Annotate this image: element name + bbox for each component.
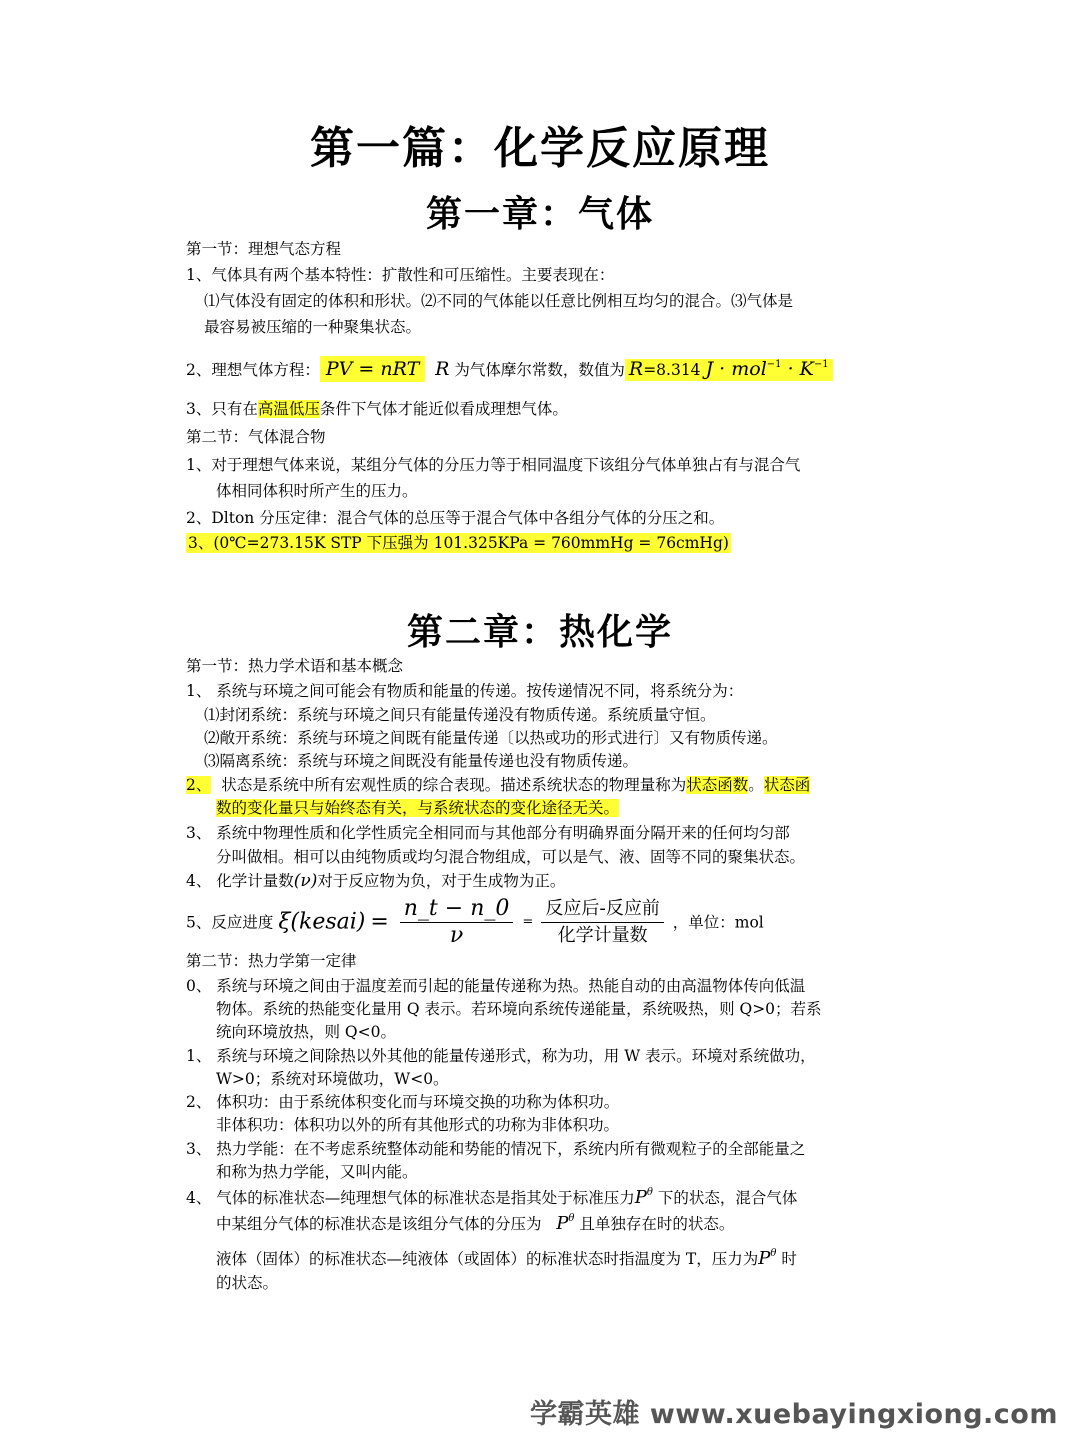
chapter2-item1c: ⑶隔离系统：系统与环境之间既没有能量传递也没有物质传递。 [204, 752, 639, 770]
unit-exp2: −1 [813, 359, 829, 370]
item3-highlight: 高温低压 [257, 400, 320, 418]
unit-mol: ，单位：mol [672, 913, 764, 932]
word-numerator: 反应后-反应前 [541, 896, 664, 923]
reaction-extent-symbol: ξ(kesai) [278, 909, 366, 935]
unit-k: · K [781, 358, 814, 380]
word-denominator: 化学计量数 [557, 925, 648, 946]
chapter2-item4 [186, 870, 565, 892]
equals-sign-2: = [522, 914, 538, 930]
item2-mid: 为气体摩尔常数，数值为 [449, 361, 625, 379]
fraction-denominator: ν [449, 923, 464, 948]
j4b-post: 且单独存在时的状态。 [579, 1215, 735, 1233]
j5-pre: 液体（固体）的标准状态—纯液体（或固体）的标准状态时指温度为 T，压力为 [216, 1250, 759, 1268]
stp-note-highlight: 3、(0℃=273.15K STP 下压强为 101.325KPa = 760mmHg = 76cmHg) [188, 534, 729, 552]
item2-text1: 状态是系统中所有宏观性质的综合表现。描述系统状态的物理量称为 [221, 776, 687, 794]
part-title: 第一篇：化学反应原理 [310, 123, 770, 174]
gas-constant-value [625, 359, 833, 381]
chapter2-item3b: 分叫做相。相可以由纯物质或均匀混合物组成，可以是气、液、固等不同的聚集状态。 [216, 848, 806, 866]
reaction-extent-fraction [400, 896, 514, 949]
item2-text2: 。 [748, 776, 764, 794]
chapter2-item2 [186, 774, 810, 796]
chapter2-j4 [186, 1187, 797, 1209]
chapter2-j5b: 的状态。 [216, 1274, 279, 1292]
chapter2-section2-heading: 第二节：热力学第一定律 [186, 952, 357, 970]
state-function-highlight: 状态函数 [686, 776, 749, 794]
standard-pressure-symbol-3: P [758, 1248, 771, 1269]
chapter2-j1: 1、 系统与环境之间除热以外其他的能量传递形式，称为功，用 W 表示。环境对系统做功， [186, 1047, 816, 1065]
chapter1-item1: 1、气体具有两个基本特性：扩散性和可压缩性。主要表现在： [186, 266, 615, 284]
chapter2-j2: 2、 体积功：由于系统体积变化而与环境交换的功称为体积功。 [186, 1093, 620, 1111]
chapter1-s2-item1b: 体相同体积时所产生的压力。 [216, 482, 418, 500]
r-number: =8.314 [643, 361, 701, 379]
chapter2-j2b: 非体积功：体积功以外的所有其他形式的功称为非体积功。 [216, 1116, 620, 1134]
reaction-extent-word-fraction [541, 896, 664, 949]
state-function-highlight2: 状态函 [763, 776, 811, 794]
chapter2-j5 [216, 1248, 797, 1270]
chapter2-item5 [186, 896, 764, 949]
chapter1-section1-heading: 第一节：理想气态方程 [186, 240, 342, 258]
equals-sign: = [370, 909, 396, 935]
chapter1-s2-item2: 2、Dlton 分压定律：混合气体的总压等于混合气体中各组分气体的分压之和。 [186, 509, 725, 527]
state-function-highlight3: 数的变化量只与始终态有关，与系统状态的变化途径无关。 [216, 799, 620, 817]
j4-pre: 4、 气体的标准状态—纯理想气体的标准状态是指其处于标准压力 [186, 1189, 635, 1207]
chapter2-j0: 0、 系统与环境之间由于温度差而引起的能量传递称为热。热能自动的由高温物体传向低温 [186, 977, 806, 995]
ideal-gas-equation: PV = nRT [320, 356, 425, 382]
j4-post: 下的状态，混合气体 [652, 1189, 798, 1207]
chapter2-item3: 3、 系统中物理性质和化学性质完全相同而与其他部分有明确界面分隔开来的任何均匀部 [186, 824, 790, 842]
standard-pressure-symbol: P [634, 1187, 647, 1208]
chapter2-j3b: 和称为热力学能，又叫内能。 [216, 1163, 418, 1181]
item5-pre: 5、反应进度 [186, 913, 274, 932]
chapter2-j1b: W>0；系统对环境做功，W<0。 [216, 1070, 449, 1088]
item3-prefix: 3、只有在 [186, 400, 258, 418]
chapter2-section1-heading: 第一节：热力学术语和基本概念 [186, 657, 404, 675]
unit-exp1: −1 [766, 359, 782, 370]
chapter2-j4b [216, 1213, 734, 1235]
j4b-pre: 中某组分气体的标准状态是该组分气体的分压为 [216, 1215, 547, 1233]
item2-prefix: 2、理想气体方程： [186, 361, 320, 379]
chapter2-item1a: ⑴封闭系统：系统与环境之间只有能量传递没有物质传递。系统质量守恒。 [204, 706, 716, 724]
fraction-numerator: n_t − n_0 [400, 896, 514, 923]
j5-post: 时 [776, 1250, 797, 1268]
chapter2-j0c: 统向环境放热，则 Q<0。 [216, 1023, 396, 1041]
unit-j-mol: J · mol [705, 358, 767, 380]
chapter1-item2 [186, 358, 833, 381]
chapter1-s2-item3 [186, 532, 731, 554]
theta-superscript-2: θ [568, 1213, 575, 1224]
chapter1-item3 [186, 398, 568, 420]
footer-watermark: 学霸英雄 www.xuebayingxiong.com [529, 1399, 1058, 1430]
chapter1-item1-sub2: 最容易被压缩的一种聚集状态。 [204, 318, 422, 336]
chapter2-title: 第二章：热化学 [406, 612, 673, 653]
chapter1-title: 第一章：气体 [425, 194, 654, 235]
chapter1-s2-item1: 1、对于理想气体来说，某组分气体的分压力等于相同温度下该组分气体单独占有与混合气 [186, 456, 801, 474]
chapter2-j0b: 物体。系统的热能变化量用 Q 表示。若环境向系统传递能量，系统吸热，则 Q>0；若系 [216, 1000, 822, 1018]
item4-pre: 4、 化学计量数 [186, 872, 294, 890]
chapter2-item1b: ⑵敞开系统：系统与环境之间既有能量传递〔以热或功的形式进行〕又有物质传递。 [204, 729, 778, 747]
gas-constant-symbol: R [435, 358, 450, 380]
chapter1-item1-sub: ⑴气体没有固定的体积和形状。⑵不同的气体能以任意比例相互均匀的混合。⑶气体是 [204, 292, 794, 310]
chapter2-j3: 3、 热力学能：在不考虑系统整体动能和势能的情况下，系统内所有微观粒子的全部能量之 [186, 1140, 806, 1158]
r-symbol: R [628, 358, 644, 380]
chapter2-item2-cont [216, 797, 619, 819]
item4-post: 对于反应物为负，对于生成物为正。 [317, 872, 566, 890]
theta-superscript: θ [646, 1187, 653, 1198]
item3-suffix: 条件下气体才能近似看成理想气体。 [319, 400, 568, 418]
chapter1-section2-heading: 第二节：气体混合物 [186, 428, 326, 446]
item2-number: 2、 [186, 776, 212, 794]
theta-superscript-3: θ [770, 1248, 777, 1259]
stoichiometric-symbol: (ν) [293, 871, 318, 891]
standard-pressure-symbol-2: P [556, 1213, 569, 1234]
chapter2-item1: 1、 系统与环境之间可能会有物质和能量的传递。按传递情况不同，将系统分为： [186, 682, 744, 700]
